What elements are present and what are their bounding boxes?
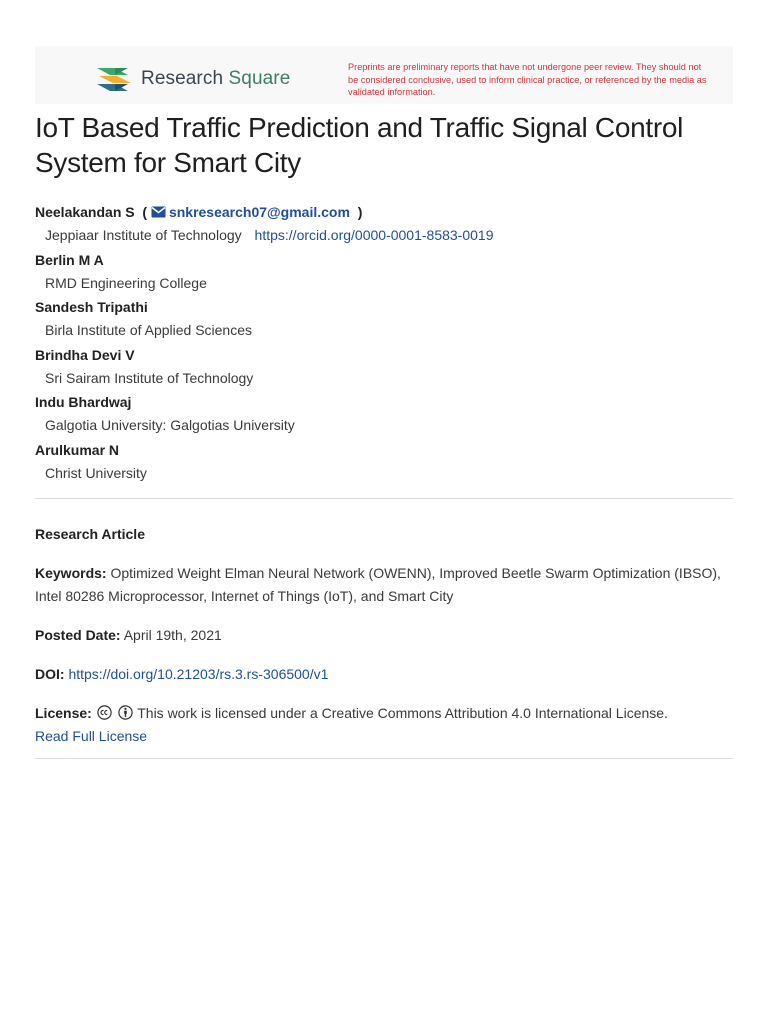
author-email: snkresearch07@gmail.com xyxy=(168,204,350,220)
posted-date xyxy=(35,624,725,647)
author-entry xyxy=(35,295,735,343)
author-entry xyxy=(35,390,735,438)
logo-text xyxy=(141,68,290,90)
research-square-logo-icon xyxy=(95,65,133,93)
author-entry: Neelakandan S ( snkresearch07@gmail.com ) Jeppiaar Institute of Technology https://orcid.org/0000-0001-8583-0019 xyxy=(35,204,494,243)
divider xyxy=(35,758,733,759)
author-affiliation: Jeppiaar Institute of Technology xyxy=(45,227,242,243)
posted-date-label: Posted Date: xyxy=(35,627,121,643)
article-type: Research Article xyxy=(35,526,145,542)
preprint-banner xyxy=(35,46,733,104)
research-square-logo[interactable] xyxy=(95,65,290,93)
posted-date-value: April 19th, 2021 xyxy=(123,627,222,643)
author-name: Sandesh Tripathi xyxy=(35,299,148,315)
author-name: Arulkumar N xyxy=(35,441,120,458)
logo-text-square: Square xyxy=(228,68,291,89)
author-affiliation: Birla Institute of Applied Sciences xyxy=(45,322,253,338)
doi-link[interactable]: https://doi.org/10.21203/rs.3.rs-306500/v1 xyxy=(68,666,329,682)
author-affiliation: Galgotia University: Galgotias University xyxy=(45,417,295,433)
keywords-value: Optimized Weight Elman Neural Network (OWENN), Improved Beetle Swarm Optimization (IBSO), Intel 80286 Microprocessor, Internet of Things (IoT), and Smart City xyxy=(35,565,721,604)
author-entry xyxy=(35,343,735,391)
author-name: Neelakandan S xyxy=(35,204,135,220)
preprint-disclaimer: Preprints are preliminary reports that have not undergone peer review. They should not be considered conclusive, used to inform clinical practice, or referenced by the media as validated information. xyxy=(348,62,707,97)
orcid-link[interactable]: https://orcid.org/0000-0001-8583-0019 xyxy=(254,227,494,243)
author-affiliation: Christ University xyxy=(45,464,147,481)
author-affiliation: Sri Sairam Institute of Technology xyxy=(45,369,254,386)
doi xyxy=(35,663,725,686)
cc-by-icon xyxy=(118,705,133,720)
keywords-label: Keywords: xyxy=(35,565,107,581)
license-label: License: xyxy=(35,705,92,721)
envelope-icon xyxy=(151,206,166,218)
read-full-license-link[interactable]: Read Full License xyxy=(35,727,148,744)
author-entry xyxy=(35,248,735,296)
license xyxy=(35,702,725,747)
author-email-link[interactable] xyxy=(151,204,354,220)
logo-text-research: Research xyxy=(141,68,224,89)
author-affiliation: RMD Engineering College xyxy=(45,274,207,291)
cc-icon xyxy=(97,705,112,720)
doi-label: DOI: xyxy=(35,666,65,682)
keywords xyxy=(35,562,725,607)
author-list xyxy=(35,200,735,485)
license-text: This work is licensed under a Creative Commons Attribution 4.0 International License. xyxy=(137,705,668,721)
author-name: Brindha Devi V xyxy=(35,346,135,363)
author-name: Indu Bhardwaj xyxy=(35,394,132,410)
author-name: Berlin M A xyxy=(35,251,104,268)
divider xyxy=(35,498,733,499)
paper-title: IoT Based Traffic Prediction and Traffic Signal Control System for Smart City xyxy=(35,112,684,178)
author-entry xyxy=(35,438,735,486)
